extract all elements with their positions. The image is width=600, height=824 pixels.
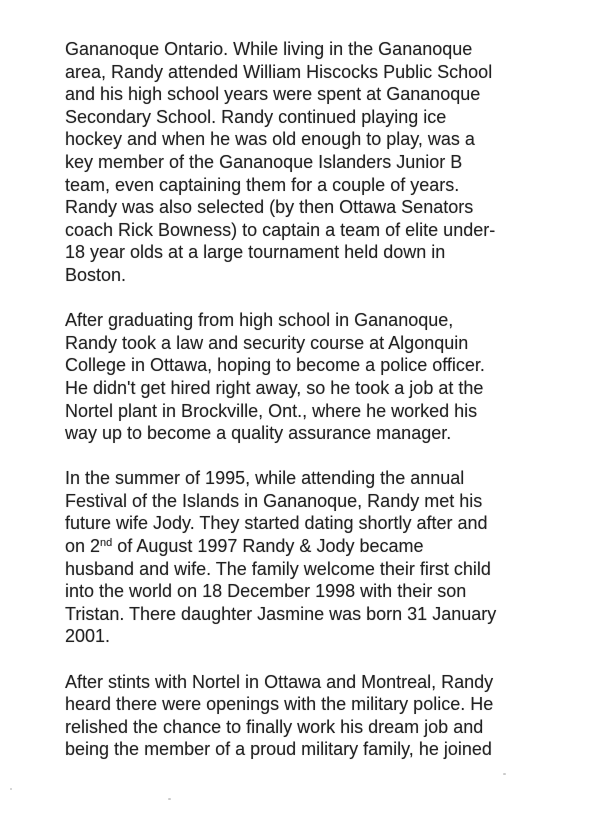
text-line: Secondary School. Randy continued playing ice: [65, 106, 447, 127]
text-line: Nortel plant in Brockville, Ont., where he worked his: [65, 400, 478, 421]
paragraph-family: [65, 467, 551, 648]
text-line: being the member of a proud military family, he joined: [65, 739, 492, 760]
text-line: key member of the Gananoque Islanders Junior B: [65, 151, 463, 172]
text-line: way up to become a quality assurance manager.: [65, 423, 452, 444]
text-segment: of August 1997 Randy & Jody became: [112, 536, 424, 557]
scan-speck: [168, 798, 171, 800]
text-line: Festival of the Islands in Gananoque, Randy met his: [65, 490, 483, 511]
text-line: and his high school years were spent at Gananoque: [65, 84, 481, 105]
text-line: Gananoque Ontario. While living in the Gananoque: [65, 39, 473, 59]
scan-speck: [10, 788, 12, 790]
text-line: area, Randy attended William Hiscocks Public School: [65, 61, 493, 82]
text-line: husband and wife. The family welcome their first child: [65, 558, 491, 579]
text-line: He didn't get hired right away, so he took a job at the: [65, 377, 484, 398]
text-line: In the summer of 1995, while attending the annual: [65, 468, 465, 489]
text-line: into the world on 18 December 1998 with their son: [65, 581, 467, 602]
text-line: heard there were openings with the military police. He: [65, 694, 494, 715]
text-line: relished the chance to finally work his dream job and: [65, 716, 484, 737]
text-line: coach Rick Bowness) to captain a team of elite under-: [65, 219, 496, 240]
text-line: Randy took a law and security course at Algonquin: [65, 332, 469, 353]
text-line: After graduating from high school in Gananoque,: [65, 310, 454, 331]
text-line: team, even captaining them for a couple of years.: [65, 174, 460, 195]
paragraph-education-career: [65, 309, 551, 445]
text-line: Randy was also selected (by then Ottawa Senators: [65, 197, 474, 218]
text-line: 18 year olds at a large tournament held down in: [65, 242, 446, 263]
paragraph-military: [65, 671, 551, 761]
scan-speck: [503, 773, 506, 775]
paragraph-early-life: [65, 38, 551, 287]
text-line: 2001.: [65, 626, 111, 647]
text-line-with-ordinal: [65, 535, 551, 558]
text-line: After stints with Nortel in Ottawa and Montreal, Randy: [65, 671, 494, 692]
text-line: Tristan. There daughter Jasmine was born 31 January: [65, 603, 497, 624]
text-line: future wife Jody. They started dating shortly after and: [65, 513, 488, 534]
text-line: hockey and when he was old enough to play, was a: [65, 129, 475, 150]
text-segment: on 2: [65, 536, 101, 557]
text-line: Boston.: [65, 264, 127, 285]
document-text-block: [65, 38, 551, 784]
ordinal-suffix: nd: [100, 537, 113, 550]
text-line: College in Ottawa, hoping to become a police officer.: [65, 355, 485, 376]
